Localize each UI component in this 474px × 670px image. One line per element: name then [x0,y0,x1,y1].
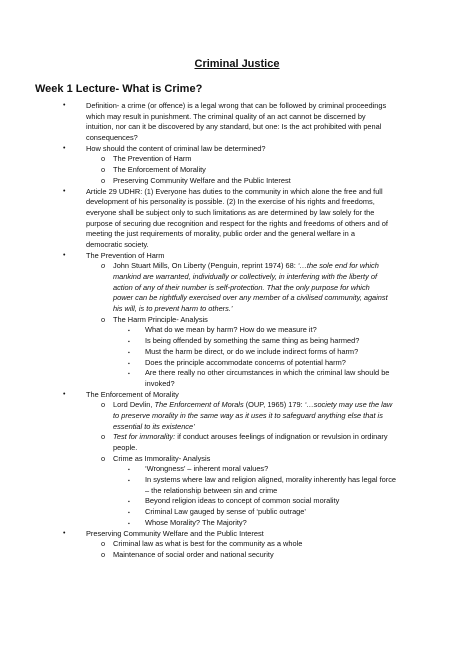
note-line [0,122,474,133]
note-line [0,507,474,518]
plain-text: (OUP, 1965) 179: [243,400,305,410]
note-text [145,368,389,379]
plain-text: Criminal Law gauged by sense of ‘public outrage’ [145,507,307,517]
note-text [86,144,266,155]
note-text [145,507,306,518]
plain-text: purpose of securing due recognition and respect for the rights and freedoms of others and of [86,218,388,228]
note-text [113,411,383,422]
circle-marker: o [101,400,106,410]
note-line [0,358,474,369]
square-marker: ▪ [128,349,130,356]
note-line [0,229,474,240]
document-title: Criminal Justice [194,58,280,70]
italic-text: action of any of their number is self-protection. That the only purpose for which [113,282,370,292]
note-text [145,336,359,347]
plain-text: What do we mean by harm? How do we measure it? [145,325,317,335]
note-text [145,325,317,336]
plain-text: Lord Devlin, [113,400,155,410]
note-line [0,390,474,401]
italic-text: The Enforcement of Morals [154,400,244,410]
note-line [0,475,474,486]
italic-text: to preserve morality in the same way as it uses it to safeguard anything else that is [113,410,383,420]
bullet-marker: • [63,144,66,152]
note-text [113,315,208,326]
note-line [0,101,474,112]
plain-text: ‘Wrongness’ – inherent moral values? [145,464,269,474]
note-text [113,400,392,411]
plain-text: – the relationship between sin and crime [145,485,278,495]
note-line [0,251,474,262]
plain-text: Preserving Community Welfare and the Public Interest [113,175,291,185]
note-line [0,304,474,315]
note-text [145,486,277,497]
note-text [113,550,274,561]
square-marker: ▪ [128,339,130,346]
note-text [113,283,370,294]
plain-text: intuition, nor can it be discovered by any standard, but one: Is the act prohibited with penal [86,122,382,132]
note-line [0,208,474,219]
italic-text: essential to its existence’ [113,421,195,431]
circle-marker: o [101,314,106,324]
circle-marker: o [101,453,106,463]
plain-text: Does the principle accommodate concerns of potential harm? [145,357,346,367]
note-text [86,229,355,240]
plain-text: Criminal law as what is best for the community as a whole [113,539,303,549]
note-line [0,219,474,230]
circle-marker: o [101,432,106,442]
lecture-notes [0,101,474,561]
plain-text: The Prevention of Harm [86,250,165,260]
note-text [86,187,383,198]
circle-marker: o [101,261,106,271]
note-text [86,529,264,540]
note-line [0,261,474,272]
bullet-marker: • [63,102,66,109]
italic-text: mankind are warranted, individually or collectively, in interfering with the liberty of [113,272,377,281]
note-line [0,432,474,443]
note-text [86,101,386,112]
plain-text: Definition- a crime (or offence) is a legal wrong that can be followed by criminal proceedings [86,101,387,110]
plain-text: Preserving Community Welfare and the Public Interest [86,528,264,538]
plain-text: The Harm Principle- Analysis [113,314,208,324]
plain-text: invoked? [145,378,175,388]
circle-marker: o [101,154,106,164]
note-text [113,154,191,165]
note-text [145,518,247,529]
note-line [0,176,474,187]
note-text [145,496,339,507]
plain-text: Beyond religion ideas to concept of common social morality [145,496,340,506]
plain-text: The Enforcement of Morality [86,389,179,399]
note-line [0,550,474,561]
plain-text: The Prevention of Harm [113,154,192,164]
plain-text: everyone shall be subject only to such limitations as are determined by law solely for the [86,207,375,217]
plain-text: Must the harm be direct, or do we include indirect forms of harm? [145,346,359,356]
note-text [86,112,366,123]
note-text [86,133,138,144]
note-line [0,336,474,347]
note-text [113,304,233,315]
square-marker: ▪ [128,467,130,474]
note-line [0,368,474,379]
square-marker: ▪ [128,478,130,485]
note-text [86,208,374,219]
note-text [86,219,388,230]
plain-text: consequences? [86,133,138,143]
note-line [0,400,474,411]
plain-text: Crime as Immorality- Analysis [113,453,211,463]
italic-text: Test for immorality: [113,432,176,442]
note-line [0,165,474,176]
note-text [113,432,388,443]
note-line [0,347,474,358]
note-line [0,422,474,433]
note-text [113,176,291,187]
note-text [113,539,302,550]
circle-marker: o [101,539,106,549]
note-text [145,347,358,358]
square-marker: ▪ [128,520,130,527]
note-line [0,411,474,422]
note-text [86,240,149,251]
plain-text: if conduct arouses feelings of indignation or revulsion in ordinary [175,432,388,442]
plain-text: The Enforcement of Morality [113,165,206,175]
note-line [0,496,474,507]
plain-text: Article 29 UDHR: (1) Everyone has duties to the community in which alone the free and full [86,186,383,196]
italic-text: his will, is to prevent harm to others.’ [113,304,233,314]
note-text [113,261,379,272]
plain-text: How should the content of criminal law be determined? [86,143,266,153]
circle-marker: o [101,549,106,559]
bullet-marker: • [63,529,66,537]
italic-text: ‘…the sole end for which [297,261,379,271]
note-text [145,475,396,486]
plain-text: which may result in punishment. The criminal quality of an act cannot be discerned by [86,111,366,121]
note-text [113,272,377,283]
note-text [145,358,346,369]
note-line [0,283,474,294]
plain-text: Are there really no other circumstances in which the criminal law should be [145,368,390,378]
note-text [113,454,210,465]
note-line [0,112,474,123]
note-line [0,443,474,454]
note-line [0,539,474,550]
note-line [0,325,474,336]
note-line [0,486,474,497]
square-marker: ▪ [128,510,130,517]
square-marker: ▪ [128,499,130,506]
plain-text: Is being offended by something the same thing as being harmed? [145,336,360,346]
plain-text: people. [113,443,138,452]
plain-text: Maintenance of social order and national security [113,549,274,559]
note-text [113,422,195,433]
section-heading: Week 1 Lecture- What is Crime? [35,83,203,95]
note-text [86,197,375,208]
note-line [0,518,474,529]
square-marker: ▪ [128,328,130,335]
note-line [0,293,474,304]
plain-text: democratic society. [86,239,149,249]
note-line [0,379,474,390]
note-line [0,315,474,326]
note-text [86,390,179,401]
note-text [86,251,164,262]
plain-text: development of his personality is possible. (2) In the exercise of his rights and freedoms, [86,197,375,207]
italic-text: ‘…society may use the law [304,400,393,410]
square-marker: ▪ [128,371,130,378]
note-text [113,165,206,176]
note-line [0,133,474,144]
note-line [0,154,474,165]
note-line [0,197,474,208]
square-marker: ▪ [128,360,130,367]
note-line [0,529,474,540]
note-text [86,122,381,133]
note-text [113,293,388,304]
plain-text: John Stuart Mills, On Liberty (Penguin, reprint 1974) 68: [113,261,298,271]
note-line [0,240,474,251]
italic-text: power can be rightfully exercised over any member of a civilised community, against [113,293,388,303]
note-line [0,144,474,155]
note-line [0,464,474,475]
note-line [0,272,474,283]
plain-text: Whose Morality? The Majority? [145,517,247,527]
circle-marker: o [101,165,106,175]
note-text [113,443,137,454]
bullet-marker: • [63,187,66,195]
note-line [0,454,474,465]
note-text [145,464,268,475]
note-line [0,187,474,198]
bullet-marker: • [63,251,66,259]
bullet-marker: • [63,390,66,398]
circle-marker: o [101,175,106,185]
plain-text: In systems where law and religion aligned, morality inherently has legal force [145,475,396,485]
note-text [145,379,175,390]
plain-text: meeting the just requirements of morality, public order and the general welfare in a [86,229,355,239]
